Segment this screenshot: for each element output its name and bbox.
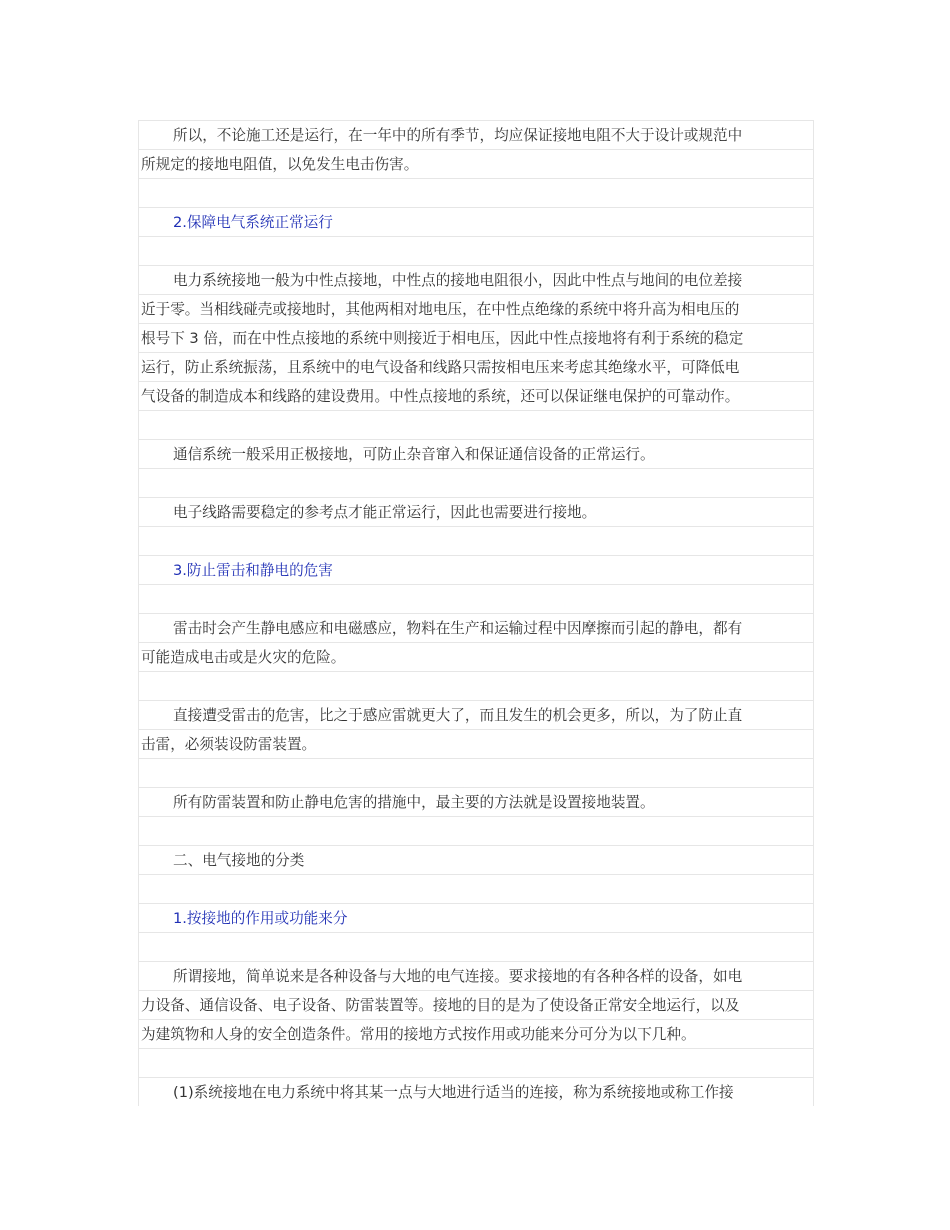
document-body [138, 120, 814, 1106]
section-heading: 3.防止雷击和静电的危害 [139, 555, 813, 584]
text-line: 所有防雷装置和防止静电危害的措施中，最主要的方法就是设置接地装置。 [139, 787, 813, 816]
text-line: 根号下 3 倍，而在中性点接地的系统中则接近于相电压，因此中性点接地将有利于系统的稳定 [139, 323, 813, 352]
blank-line [139, 178, 813, 207]
text-line: 所以，不论施工还是运行，在一年中的所有季节，均应保证接地电阻不大于设计或规范中 [139, 120, 813, 149]
text-line: 运行，防止系统振荡，且系统中的电气设备和线路只需按相电压来考虑其绝缘水平，可降低电 [139, 352, 813, 381]
text-line: 所规定的接地电阻值，以免发生电击伤害。 [139, 149, 813, 178]
text-line: 近于零。当相线碰壳或接地时，其他两相对地电压，在中性点绝缘的系统中将升高为相电压的 [139, 294, 813, 323]
blank-line [139, 671, 813, 700]
text-line: 气设备的制造成本和线路的建设费用。中性点接地的系统，还可以保证继电保护的可靠动作。 [139, 381, 813, 410]
section-heading: 2.保障电气系统正常运行 [139, 207, 813, 236]
text-line: 可能造成电击或是火灾的危险。 [139, 642, 813, 671]
text-line: 击雷，必须装设防雷装置。 [139, 729, 813, 758]
text-line: 为建筑物和人身的安全创造条件。常用的接地方式按作用或功能来分可分为以下几种。 [139, 1019, 813, 1048]
text-line: 雷击时会产生静电感应和电磁感应，物料在生产和运输过程中因摩擦而引起的静电，都有 [139, 613, 813, 642]
section-heading: 1.按接地的作用或功能来分 [139, 903, 813, 932]
blank-line [139, 526, 813, 555]
text-line: 力设备、通信设备、电子设备、防雷装置等。接地的目的是为了使设备正常安全地运行，以及 [139, 990, 813, 1019]
blank-line [139, 874, 813, 903]
text-line: 电力系统接地一般为中性点接地，中性点的接地电阻很小，因此中性点与地间的电位差接 [139, 265, 813, 294]
blank-line [139, 468, 813, 497]
text-line: (1)系统接地在电力系统中将其某一点与大地进行适当的连接，称为系统接地或称工作接 [139, 1077, 813, 1106]
text-line: 通信系统一般采用正极接地，可防止杂音窜入和保证通信设备的正常运行。 [139, 439, 813, 468]
blank-line [139, 410, 813, 439]
blank-line [139, 584, 813, 613]
blank-line [139, 236, 813, 265]
blank-line [139, 932, 813, 961]
text-line: 二、电气接地的分类 [139, 845, 813, 874]
text-line: 直接遭受雷击的危害，比之于感应雷就更大了，而且发生的机会更多，所以，为了防止直 [139, 700, 813, 729]
blank-line [139, 816, 813, 845]
text-line: 电子线路需要稳定的参考点才能正常运行，因此也需要进行接地。 [139, 497, 813, 526]
blank-line [139, 758, 813, 787]
text-line: 所谓接地，简单说来是各种设备与大地的电气连接。要求接地的有各种各样的设备，如电 [139, 961, 813, 990]
blank-line [139, 1048, 813, 1077]
